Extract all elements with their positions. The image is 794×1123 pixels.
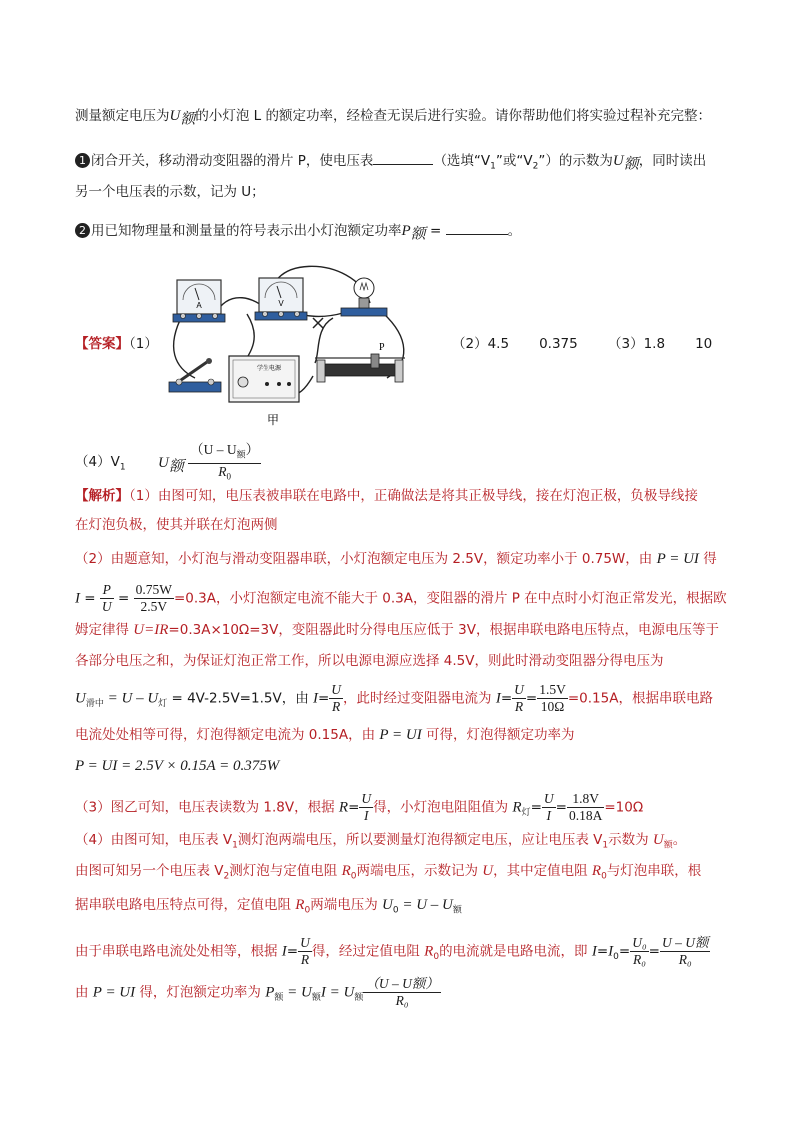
p-rated-symbol: P [401,223,411,239]
analysis-l10d: R [512,799,522,816]
frac-075-25-den: 2.5V [140,599,168,614]
answer-part2-b: 0.375 [539,336,578,352]
analysis-l15c: 得，灯泡额定功率为 [135,984,266,1001]
analysis-l7b-sub: 灯 [158,699,168,710]
frac-u-i-1 [359,791,373,824]
power-supply-label: 学生电源 [256,365,282,372]
answer-part4-text: （4）V [75,454,120,470]
analysis-l15d-sub: 额 [274,993,284,1004]
step1-blank[interactable] [373,150,433,165]
analysis-l12e: U [482,863,494,879]
step1-line [75,150,706,177]
frac-15-10-den: 10Ω [540,699,565,714]
frac-u-r-2 [512,682,526,715]
analysis-line-6: 各部分电压之和，为保证灯泡正常工作，所以电源电源应选择 4.5V，则此时滑动变阻器分得电压为 [75,653,664,669]
step1-text: 闭合开关，移动滑动变阻器的滑片 P，使电压表 [91,153,374,169]
analysis-l13e-sub: 额 [452,905,462,916]
analysis-l14g-sub: 0 [613,952,619,963]
part4-u-sub: 额 [168,458,184,475]
analysis-line-4: I = $\frac{P}{U}$ = $\frac{0.75W}{2.5V}$ =0.3A，小灯泡额定电流不能大于 0.3A，变阻器的滑片 P 在中点时小灯泡正常发光，根据欧 [75,582,727,614]
answer-part1: （1） [129,336,158,352]
analysis-l12c: R [341,863,351,879]
cross-mark [313,318,323,328]
analysis-l14a: 由于串联电路电流处处相等，根据 [75,943,282,960]
lamp-icon [341,278,387,316]
frac-u-i-2 [542,791,556,824]
voltmeter-icon [255,278,307,320]
analysis-l10e: =10Ω [604,799,644,816]
step2-blank[interactable] [446,220,508,235]
part4-u: U [158,455,169,472]
analysis-l11e: 。 [672,832,687,848]
frac-final [363,976,441,1009]
step1-option-b: ”或“V [495,153,533,169]
analysis-line-11 [75,830,686,856]
analysis-l5b: U=IR [133,622,169,638]
frac-15-10 [537,682,568,715]
step1-text-e: ，同时读出 [638,153,707,169]
analysis-l12a-sub: 2 [223,871,230,882]
analysis-l15f-sub: 额 [354,993,364,1004]
analysis-l11a: （4）由图可知，电压表 V [75,832,233,848]
analysis-l14f: I [591,943,597,960]
analysis-l7b: = U – U [103,690,159,707]
slider-label: P [379,342,385,353]
analysis-l7a: U [75,690,86,707]
analysis-l15a: 由 [75,984,93,1001]
analysis-l4b: =0.3A，小灯泡额定电流不能大于 0.3A，变阻器的滑片 P 在中点时小灯泡正常发光，根据欧 [173,590,727,607]
analysis-l7d: I [312,690,318,707]
analysis-line-10: （3）图乙可知，电压表读数为 1.8V，根据 R= $\frac{U}{I}$ 得，小灯泡电阻阻值为 $R_灯=$ $\frac{U}{I}$ = $\frac{1.8V}{0.18A}$ =10Ω [75,791,644,823]
u-rated-sub: 额 [180,111,196,128]
frac-18-018-num: 1.8V [567,791,604,808]
switch-icon [169,358,221,392]
answer-part2 [452,334,578,354]
analysis-line-13 [75,895,462,921]
intro-text-2: 的小灯泡 L 的额定功率，经检查无误后进行实验。请你帮助他们将实验过程补充完整： [195,108,711,124]
analysis-l10b: R [338,799,349,816]
analysis-l11a-sub: 1 [232,840,238,851]
analysis-l12g: R [591,863,602,879]
frac-p-u-num: P [100,582,114,599]
frac-u-i-2-den: I [546,808,552,823]
analysis-line-8 [75,725,575,745]
analysis-l3b: P = UI [656,551,699,567]
analysis-l15f: I = U [320,984,355,1001]
frac-u-ue-r0-num: U – U额 [661,935,709,950]
analysis-l3a: （2）由题意知，小灯泡与滑动变阻器串联，小灯泡额定电压为 2.5V，额定功率小于 0.75W，由 [75,551,657,567]
intro-text: 测量额定电压为 [75,108,170,124]
analysis-l11c: 示数为 [608,832,653,848]
part4-num-sub: 额 [236,449,246,460]
analysis-l13e: = U – U [398,897,453,913]
part4-fraction [188,442,261,484]
frac-18-018 [567,791,604,824]
step2-end: 。 [507,223,522,239]
analysis-l10d-sub: 灯 [521,808,531,819]
analysis-l13b: R [295,897,305,913]
frac-u0-r0-den: R₀ [632,952,646,967]
answer-part2-a: （2）4.5 [452,336,510,352]
frac-u-r-2-num: U [514,682,524,697]
analysis-l12a: 由图可知另一个电压表 V [75,863,224,879]
step2-marker: 2 [75,223,90,238]
analysis-l7f: I [495,690,501,707]
analysis-line-7: $U_{滑中} = U - U_灯 = 4V-2.5V=1.5V$，由 I= $\frac{U}{R}$ ，此时经过变阻器电流为 I= $\frac{U}{R}$ = $\frac{1.5V}{10\Omega}$ =0.15A，根据串联电路 [75,682,713,714]
step1-u-sub: 额 [623,156,639,173]
analysis-l14b: I [281,943,287,960]
step1-line2: 另一个电压表的示数，记为 U； [75,184,265,200]
ammeter-icon [173,280,225,322]
frac-u-i-1-den: I [364,808,369,823]
frac-u-r-1-den: R [332,699,341,714]
part4-num: （U – U [190,442,237,457]
analysis-l15d: P [265,984,275,1001]
frac-p-u [100,582,114,615]
voltmeter-label: V [278,299,284,308]
analysis-line-5 [75,620,719,640]
frac-u0-r0-num: U₀ [632,935,647,950]
step1-sub2: 2 [532,161,539,172]
step1-marker: 1 [75,153,90,168]
frac-u-i-2-num: U [543,791,554,806]
analysis-l8b: P = UI [379,727,422,743]
analysis-l10a: （3）图乙可知，电压表读数为 1.8V，根据 [75,799,339,816]
frac-final-den: R₀ [395,993,409,1008]
frac-u-r-1 [329,682,343,715]
analysis-line-1 [75,486,698,506]
frac-final-num: （U – U额） [365,976,439,991]
analysis-l11b-sub: 1 [602,840,609,851]
analysis-l13a: 据串联电路电压特点可得，定值电阻 [75,897,296,913]
p-rated-sub: 额 [410,226,426,243]
analysis-line-14: 由于串联电路电流处处相等，根据 I= $\frac{U}{R}$ 得，经过定值电阻 $R_0$的电流就是电路电流，即 $I=I_0=$ $\frac{\text{U₀}}{\text{R₀}}$ = $\frac{\text{U – U额}}{\text{R₀}}$ [75,935,709,967]
part4-num-end: ） [245,442,260,457]
analysis-line-9: P = UI = 2.5V × 0.15A = 0.375W [75,758,280,774]
intro-line [75,106,711,130]
analysis-l7a-sub: 滑中 [85,699,104,710]
analysis-l5a: 姆定律得 [75,622,134,638]
ammeter-label: A [196,301,202,310]
analysis-line-3 [75,549,717,569]
frac-15-10-num: 1.5V [539,682,566,697]
frac-u-ue-r0 [660,935,711,968]
analysis-l1: （1）由图可知，电压表被串联在电路中，正确做法是将其正极导线，接在灯泡正极，负极导线接 [129,488,698,504]
step2-text: 用已知物理量和测量量的符号表示出小灯泡额定功率 [91,223,402,239]
analysis-l12c-sub: 0 [350,871,357,882]
frac-18-018-den: 0.18A [568,808,603,823]
frac-u0-r0 [630,935,648,968]
figure-label: 甲 [266,413,280,427]
frac-075-25 [134,582,174,615]
analysis-l7g: =0.15A，根据串联电路 [567,690,713,707]
analysis-l12h: 与灯泡串联，根 [606,863,702,879]
circuit-figure [155,258,415,430]
answer-tag: 【答案】 [75,336,129,352]
part4-den-sub: 0 [226,471,232,482]
step1-text-d: ”）的示数为 [538,153,613,169]
frac-075-25-num: 0.75W [135,582,172,597]
step1-u: U [612,153,624,169]
analysis-l13b-sub: 0 [304,905,311,916]
rheostat-icon [315,342,405,382]
analysis-line-12 [75,861,701,887]
step1-sub1: 1 [490,161,496,172]
answer-part4-formula [158,442,261,484]
part4-den: R [218,463,227,479]
frac-u-i-1-num: U [361,791,372,806]
frac-u-r-1-num: U [331,682,342,697]
analysis-l14g: I [608,943,614,960]
analysis-l12f: ，其中定值电阻 [493,863,592,879]
answer-part3-b: 10 [695,336,713,352]
analysis-l7e: ，此时经过变阻器电流为 [343,690,496,707]
analysis-l13d-sub: 0 [392,905,399,916]
analysis-line-15 [75,976,441,1009]
analysis-l7c: = 4V-2.5V=1.5V，由 [167,690,313,707]
answer-row [75,334,158,354]
frac-u-r-3-num: U [300,935,310,950]
step2-line [75,220,521,245]
analysis-line-2: 在灯泡负极，使其并联在灯泡两侧 [75,517,278,533]
analysis-l12d: 两端电压，示数记为 [356,863,483,879]
analysis-l11d: U [652,832,664,848]
analysis-l5c: =0.3A×10Ω=3V，变阻器此时分得电压应低于 3V，根据串联电路电压特点，电源电压等于 [168,622,719,638]
analysis-l8a: 电流处处相等可得，灯泡得额定电流为 0.15A，由 [75,727,380,743]
analysis-l11b: 测灯泡两端电压，所以要测量灯泡得额定电压，应让电压表 V [237,832,603,848]
answer-part4 [75,452,126,478]
answer-part4-sub: 1 [119,462,126,473]
analysis-l14d: R [424,943,434,960]
frac-u-ue-r0-den: R₀ [678,952,692,967]
analysis-l15e-sub: 额 [311,993,321,1004]
step1-option-a: （选填“V [433,153,491,169]
analysis-l8c: 可得，灯泡得额定功率为 [421,727,575,743]
frac-p-u-den: U [101,599,112,614]
analysis-l11d-sub: 额 [663,840,673,851]
analysis-l10c: 得，小灯泡电阻阻值为 [373,799,513,816]
answer-part3 [608,334,712,354]
analysis-l13c: 两端电压为 [310,897,382,913]
analysis-l4a: I [75,590,80,607]
step2-eq: = [425,223,446,239]
frac-u-r-3-den: R [300,952,310,967]
analysis-tag: 【解析】 [75,488,129,504]
analysis-l12b: 测灯泡与定值电阻 [229,863,342,879]
analysis-l13d: U [382,897,393,913]
power-supply-icon [229,356,299,402]
analysis-l15b: P = UI [92,984,136,1001]
answer-part3-a: （3）1.8 [608,336,666,352]
u-rated-symbol: U [169,108,181,124]
analysis-l14d-sub: 0 [433,952,440,963]
frac-u-r-2-den: R [514,699,524,714]
analysis-l14e: 的电流就是电路电流，即 [439,943,592,960]
analysis-l14c: 得，经过定值电阻 [311,943,425,960]
analysis-l12g-sub: 0 [601,871,607,882]
frac-u-r-3 [298,935,312,968]
analysis-l15e: = U [283,984,312,1001]
analysis-l3c: 得 [698,551,717,567]
